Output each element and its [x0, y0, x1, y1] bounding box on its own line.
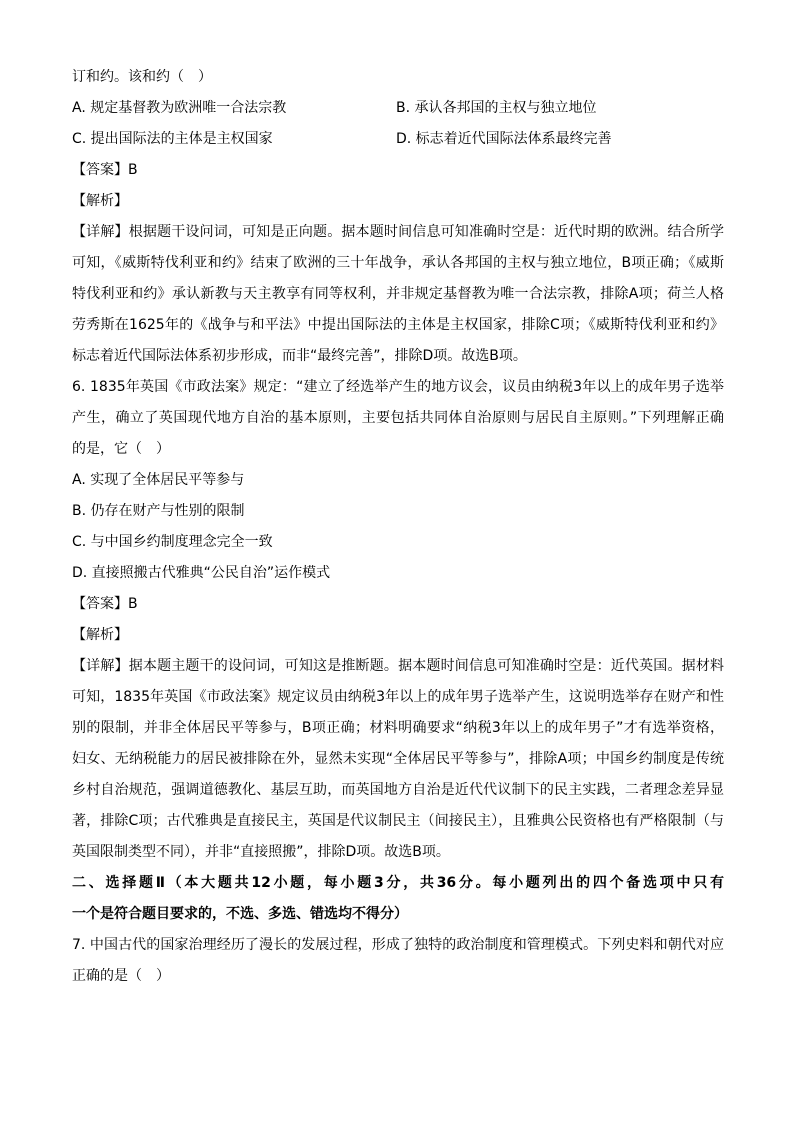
q5-options-row-2 [72, 124, 724, 155]
q6-analysis-label: 【解析】 [72, 627, 128, 643]
q6-detail-line: 妇女、无纳税能力的居民被排除在外，显然未实现“全体居民平等参与”，排除A项；中国乡约制度是传统 [72, 751, 724, 767]
q5-detail-line: 【详解】根据题干设问词，可知是正向题。据本题时间信息可知准确时空是：近代时期的欧洲。结合所学 [72, 224, 724, 240]
section-heading: 一个是符合题目要求的，不选、多选、错选均不得分） [72, 906, 408, 922]
q6-detail-line: 可知，1835年英国《市政法案》规定议员由纳税3年以上的成年男子选举产生，这说明选举存在财产和性 [72, 689, 724, 705]
q5-stem-tail: 订和约。该和约（ ） [72, 69, 212, 85]
q6-answer: 【答案】B [72, 596, 138, 612]
q5-answer: 【答案】B [72, 162, 138, 178]
section-heading: 二、选择题Ⅱ（本大题共12小题，每小题3分，共36分。每小题列出的四个备选项中只有 [72, 875, 724, 891]
q6-option-d: D. 直接照搬古代雅典“公民自治”运作模式 [72, 565, 331, 581]
q6-stem-line: 的是，它（ ） [72, 441, 170, 457]
q6-detail-line: 别的限制，并非全体居民平等参与，B项正确；材料明确要求“纳税3年以上的成年男子”才有选举资格， [72, 720, 724, 736]
q6-stem-line: 6. 1835年英国《市政法案》规定：“建立了经选举产生的地方议会，议员由纳税3年以上的成年男子选举 [72, 379, 724, 395]
q5-detail-line: 劳秀斯在1625年的《战争与和平法》中提出国际法的主体是主权国家，排除C项；《威斯特伐利亚和约》 [72, 317, 724, 333]
q6-option-c: C. 与中国乡约制度理念完全一致 [72, 534, 273, 550]
q5-option-a: A. 规定基督教为欧洲唯一合法宗教 [72, 100, 287, 116]
q6-detail-line: 【详解】据本题主题干的设问词，可知这是推断题。据本题时间信息可知准确时空是：近代英国。据材料 [72, 658, 724, 674]
q6-stem-line: 产生，确立了英国现代地方自治的基本原则，主要包括共同体自治原则与居民自主原则。”下列理解正确 [72, 410, 724, 426]
q6-detail-line: 著，排除C项；古代雅典是直接民主，英国是代议制民主（间接民主），且雅典公民资格也有严格限制（与 [72, 813, 724, 829]
q6-detail-line: 英国限制类型不同），并非“直接照搬”，排除D项。故选B项。 [72, 844, 450, 860]
q6-detail-line: 乡村自治规范，强调道德教化、基层互助，而英国地方自治是近代代议制下的民主实践，二者理念差异显 [72, 782, 724, 798]
document-page [72, 62, 724, 992]
q5-option-c: C. 提出国际法的主体是主权国家 [72, 131, 273, 147]
q6-option-a: A. 实现了全体居民平等参与 [72, 472, 245, 488]
q5-analysis-label: 【解析】 [72, 193, 128, 209]
q5-detail-line: 标志着近代国际法体系初步形成，而非“最终完善”，排除D项。故选B项。 [72, 348, 527, 364]
q5-detail-line: 可知，《威斯特伐利亚和约》结束了欧洲的三十年战争，承认各邦国的主权与独立地位，B项正确；《威斯 [72, 255, 724, 271]
q5-option-d: D. 标志着近代国际法体系最终完善 [396, 131, 612, 147]
q5-option-b: B. 承认各邦国的主权与独立地位 [396, 100, 597, 116]
q5-options-row-1 [72, 93, 724, 124]
q7-stem-line: 正确的是（ ） [72, 968, 170, 984]
q7-stem-line: 7. 中国古代的国家治理经历了漫长的发展过程，形成了独特的政治制度和管理模式。下列史料和朝代对应 [72, 937, 724, 953]
q6-option-b: B. 仍存在财产与性别的限制 [72, 503, 245, 519]
q5-detail-line: 特伐利亚和约》承认新教与天主教享有同等权利，并非规定基督教为唯一合法宗教，排除A项；荷兰人格 [72, 286, 724, 302]
